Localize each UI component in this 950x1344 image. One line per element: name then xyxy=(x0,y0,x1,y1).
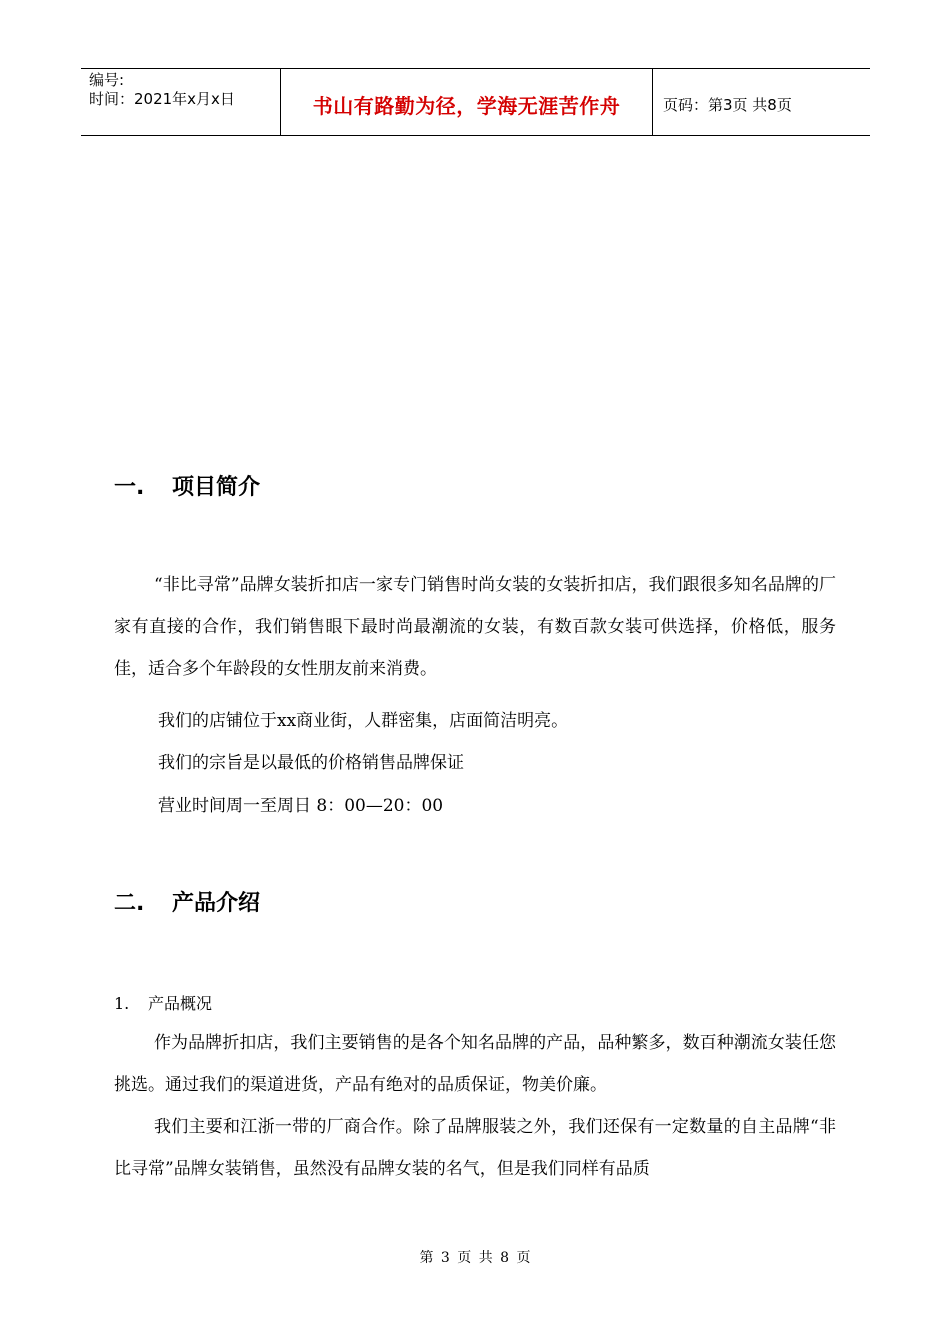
section-number: 二. xyxy=(114,891,145,916)
section-heading-project-intro xyxy=(114,470,260,501)
paragraph-product-overview: 作为品牌折扣店，我们主要销售的是各个知名品牌的产品，品种繁多，数百种潮流女装任您挑选。通过我们的渠道进货，产品有绝对的品质保证，物美价廉。 xyxy=(114,1033,836,1095)
section-number: 一. xyxy=(114,475,145,500)
section-heading-product-intro xyxy=(114,886,260,917)
section-title: 项目简介 xyxy=(172,475,261,500)
paragraph-store-mission: 我们的宗旨是以最低的价格销售品牌保证 xyxy=(158,753,464,773)
paragraph-business-hours: 营业时间周一至周日 8：00—20：00 xyxy=(158,796,444,816)
header-table xyxy=(81,68,870,136)
document-date: 时间：2021年x月x日 xyxy=(89,90,235,108)
subheading-product-overview xyxy=(114,991,212,1014)
header-meta-cell xyxy=(81,69,281,135)
page-footer: 第 3 页 共 8 页 xyxy=(419,1250,531,1266)
header-page-cell xyxy=(653,69,870,135)
paragraph-store-intro: “非比寻常”品牌女装折扣店一家专门销售时尚女装的女装折扣店，我们跟很多知名品牌的厂家有直接的合作，我们销售眼下最时尚最潮流的女装，有数百款女装可供选择，价格低，服务佳，适合多个年龄段的女性朋友前来消费。 xyxy=(114,575,836,679)
subsection-title: 产品概况 xyxy=(148,994,213,1013)
header-motto-cell xyxy=(281,69,653,135)
subsection-number: 1. xyxy=(114,994,130,1013)
document-number-label: 编号: xyxy=(89,71,125,89)
header-motto: 书山有路勤为径，学海无涯苦作舟 xyxy=(312,93,621,118)
header-page-info: 页码：第3页 共8页 xyxy=(663,95,792,114)
section-title: 产品介绍 xyxy=(172,891,261,916)
paragraph-suppliers: 我们主要和江浙一带的厂商合作。除了品牌服装之外，我们还保有一定数量的自主品牌“非比寻常”品牌女装销售，虽然没有品牌女装的名气，但是我们同样有品质 xyxy=(114,1117,836,1179)
paragraph-store-location: 我们的店铺位于xx商业街，人群密集，店面简洁明亮。 xyxy=(158,711,569,731)
